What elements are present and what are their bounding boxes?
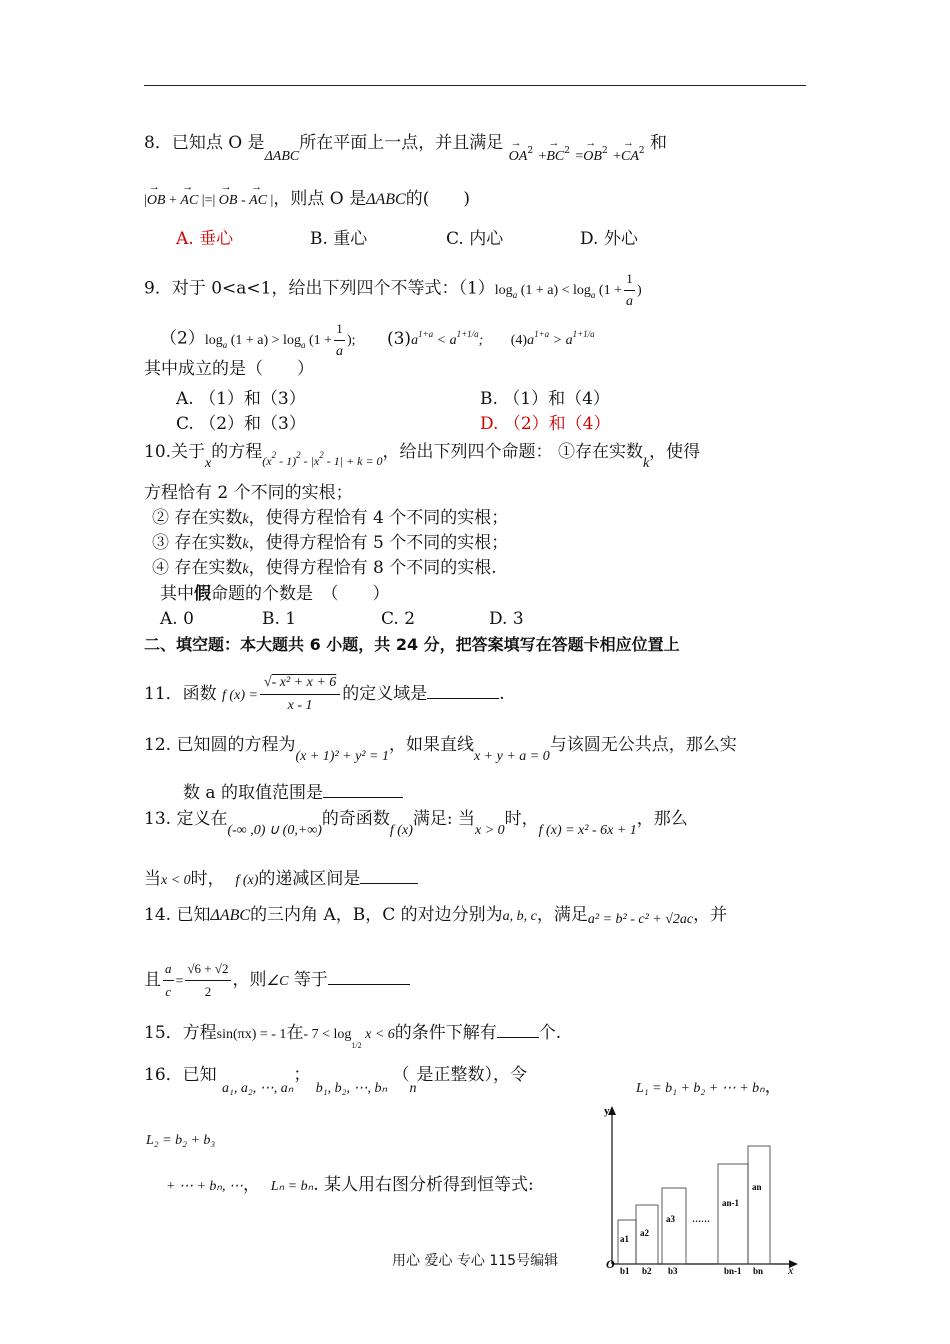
- q8-sq: 2: [527, 146, 534, 156]
- q13-answer-blank[interactable]: [360, 883, 418, 884]
- staircase-figure: [590, 1098, 804, 1276]
- q8-triangle2: ΔABC: [366, 191, 406, 208]
- q15-line: 15．方程sin(πx) = - 1在- $7 < \log_{1/2} x < 6$的条件下解有 个.: [144, 1023, 562, 1050]
- label-an-1: an-1: [722, 1198, 740, 1208]
- q10-tail2: ，使得: [649, 442, 701, 462]
- q9-ineq2: $\log_a (1 + a) > \log_a (1$ + $\frac{1}{a}$ );: [205, 333, 356, 348]
- q8-line2: |→ OB + → AC |=| → OB - → AC |，则点 O 是ΔABC的( ): [144, 188, 470, 212]
- q9-option-d: D. （2）和（4）: [480, 414, 611, 434]
- label-b1: b1: [620, 1266, 630, 1276]
- q8-triangle: ΔABC: [264, 149, 300, 164]
- bar-an-1: [718, 1164, 748, 1264]
- q16-seq-b: b₁, b₂, ⋯, bₙ: [315, 1081, 388, 1096]
- q9-ask: 其中成立的是（ ）: [144, 359, 314, 379]
- q11-line: [144, 672, 505, 717]
- q8-option-d: D. 外心: [580, 229, 638, 249]
- page-footer: 用心 爱心 专心 115号编辑: [392, 1253, 559, 1269]
- q10-prop3: ③ 存在实数k，使得方程恰有 5 个不同的实根；: [152, 533, 509, 553]
- vector-bc: → BC: [546, 146, 564, 168]
- q15-mid: 在: [286, 1023, 304, 1043]
- vector-oa: → OA: [509, 146, 528, 168]
- figure-dots: ……: [692, 1214, 710, 1224]
- section2-heading: 二、填空题：本大题共 6 小题，共 24 分，把答案填写在答题卡相应位置上: [144, 635, 680, 654]
- q10-prop2: ② 存在实数k，使得方程恰有 4 个不同的实根；: [152, 508, 509, 528]
- q11-fx: f (x) =: [222, 688, 258, 703]
- q8-text1: 所在平面上一点，并且满足: [299, 133, 504, 153]
- q10-option-c: C. 2: [381, 609, 416, 629]
- q15-answer-blank[interactable]: [497, 1037, 539, 1038]
- q8-option-c: C. 内心: [446, 229, 504, 249]
- label-bn: bn: [753, 1266, 764, 1276]
- q13-mid: 的奇函数: [321, 809, 390, 829]
- q16-L2: L₂ = b₂ + b₃: [146, 1133, 216, 1148]
- q9-i4-prefix: (4): [510, 332, 528, 348]
- origin-label: O: [606, 1257, 615, 1271]
- q8-sq: 2: [638, 146, 645, 156]
- q13-cond: x > 0: [475, 823, 505, 838]
- q12-tail: 与该圆无公共点，那么实: [549, 735, 737, 755]
- q11-fraction: $\frac{\text{√- x² + x + 6}}{x - 1}$: [260, 672, 340, 717]
- q15-eq: sin(πx) = - 1: [216, 1027, 287, 1042]
- label-a2: a2: [640, 1228, 649, 1238]
- q14-line2: 且 $\frac{a}{c}$ = $\frac{√6 + √2}{2}$ ，则∠C 等于: [144, 958, 410, 1003]
- bar-an: [748, 1146, 770, 1264]
- q10-stem: 10.关于: [144, 442, 206, 462]
- q9-ineq4: $a^{1+a} > a^{1+1/a}$: [527, 328, 595, 348]
- q13-stem: 13. 定义在: [144, 809, 228, 829]
- vector-ca: → CA: [621, 146, 639, 168]
- q9-line2: [160, 318, 595, 363]
- q13-expr: f (x) = x² - 6x + 1: [538, 823, 637, 838]
- label-bn-1: bn-1: [724, 1266, 742, 1276]
- q10-tail: ，给出下列四个命题： ①存在实数: [382, 442, 643, 462]
- q13-f: f (x): [389, 823, 413, 838]
- q11-answer-blank[interactable]: [427, 698, 499, 699]
- q10-equation: (x2 - 1)2 - |x2 - 1| + k = 0: [262, 450, 383, 468]
- q13-domain: (-∞ ,0) ∪ (0,+∞): [227, 823, 322, 838]
- vector-ob: → OB: [147, 190, 166, 212]
- q10-line2: 方程恰有 2 个不同的实根；: [144, 483, 353, 503]
- q9-ineq1: $\log_a (1 + a) < \log_a (1$ + $\frac{1}{a}$ ): [495, 283, 642, 298]
- q11-tail: 的定义域是: [342, 684, 428, 704]
- header-rule: [144, 85, 806, 86]
- q9-option-c: C. （2）和（3）: [176, 414, 306, 434]
- q13-line2: 当x < 0时， f (x)的递减区间是: [144, 868, 418, 892]
- q10-ask: 其中假命题的个数是 （ ）: [160, 584, 390, 604]
- q12-circle-eq: (x + 1)² + y² = 1: [295, 749, 389, 764]
- q8-vector-equation: → $OA^2 +\to BC^2 =\to OB^2 +\to CA^2$: [509, 145, 650, 165]
- label-b2: b2: [642, 1266, 652, 1276]
- q13-tail: ，那么: [636, 809, 688, 829]
- q10-prop4: ④ 存在实数k，使得方程恰有 8 个不同的实根.: [152, 558, 497, 578]
- q16-seq-a: a₁, a₂, ⋯, aₙ: [222, 1081, 294, 1096]
- q16-line1: 16．已知 $_{a_1, a_2, \cdots, a_n}$； $_{b_1, b_2, \cdots, b_n}$ （$_n$是正整数），令: [144, 1065, 527, 1096]
- q14-tail: ，并: [693, 905, 728, 925]
- q9-option-a: A. （1）和（3）: [176, 389, 306, 409]
- q14-ratio: $\frac{a}{c}$: [163, 958, 174, 1003]
- q8-text2: 的( ): [405, 189, 470, 209]
- vector-ob: → OB: [583, 146, 602, 168]
- q8-and: 和: [650, 133, 668, 153]
- q14-value: $\frac{√6 + √2}{2}$: [185, 958, 230, 1003]
- q8-option-a: A. 垂心: [176, 229, 234, 249]
- q16-stem: 16．已知: [144, 1065, 217, 1085]
- q14-line1: [144, 904, 727, 928]
- q9-ineq3: $a^{1+a} < a^{1+1/a}$;: [411, 328, 484, 348]
- q10-x: x: [205, 456, 212, 471]
- y-axis-label: y: [604, 1105, 610, 1117]
- q10-line1: [144, 436, 701, 471]
- q14-stem: 14. 已知: [144, 905, 211, 925]
- label-a1: a1: [620, 1234, 629, 1244]
- q11-stem: 11．函数: [144, 684, 217, 704]
- q12-mid: ，如果直线: [388, 735, 474, 755]
- q9-line1: [144, 268, 642, 313]
- q12-stem: 12. 已知圆的方程为: [144, 735, 296, 755]
- q15-tail: 的条件下解有: [394, 1023, 497, 1043]
- q14-triangle: ΔABC: [210, 907, 251, 924]
- vector-ob: → OB: [219, 190, 238, 212]
- label-an: an: [752, 1182, 762, 1192]
- q9-option-b: B. （1）和（4）: [480, 389, 610, 409]
- q10-option-d: D. 3: [489, 609, 524, 629]
- q12-line2: 数 a 的取值范围是: [183, 782, 403, 804]
- q15-cond: - $7 < \log_{1/2} x < 6$: [303, 1027, 395, 1050]
- q16-line3: + ⋯ + bₙ, ⋯， Lₙ = bₙ. 某人用右图分析得到恒等式:: [166, 1175, 534, 1195]
- q8-cond2-tail: ，则点 O 是: [273, 189, 367, 209]
- q8-sq: 2: [564, 146, 570, 156]
- q16-L1: L₁ = b₁ + b₂ + ⋯ + bₙ，: [636, 1077, 782, 1097]
- q10-option-b: B. 1: [262, 609, 297, 629]
- q12-line-eq: x + y + a = 0: [473, 749, 550, 764]
- q13-mid2: 满足: 当: [412, 809, 475, 829]
- bar-a3: [662, 1188, 686, 1264]
- q14-mid: 的三内角 A，B，C 的对边分别为: [250, 905, 503, 925]
- q12-answer-blank[interactable]: [323, 797, 403, 798]
- q10-k: k: [642, 456, 650, 471]
- vector-ac: → AC: [180, 190, 198, 212]
- q10-option-a: A. 0: [160, 609, 194, 629]
- q13-line1: [144, 808, 688, 838]
- q11-end: .: [499, 684, 505, 704]
- label-a3: a3: [666, 1214, 675, 1224]
- vector-ac: → AC: [249, 190, 267, 212]
- q9-i2-prefix: （2）: [160, 328, 205, 349]
- q8-option-b: B. 重心: [310, 229, 368, 249]
- q13-mid3: 时，: [504, 809, 539, 829]
- q14-abc: a, b, c: [502, 909, 537, 924]
- q14-eq: a² = b² - c² + √2ac: [587, 912, 694, 927]
- label-b3: b3: [668, 1266, 678, 1276]
- q8-stem: 8．已知点 O 是: [144, 133, 265, 153]
- q10-of: 的方程: [211, 442, 263, 462]
- q8-sq: 2: [601, 146, 608, 156]
- q15-stem: 15．方程: [144, 1023, 217, 1043]
- q9-stem: 9．对于 0<a<1，给出下列四个不等式：（1）: [144, 278, 495, 299]
- q14-mid2: ，满足: [536, 905, 588, 925]
- q12-line1: [144, 734, 737, 764]
- q9-i3-prefix: (3): [386, 328, 412, 349]
- x-axis-label: x: [788, 1263, 794, 1276]
- q14-answer-blank[interactable]: [328, 984, 410, 985]
